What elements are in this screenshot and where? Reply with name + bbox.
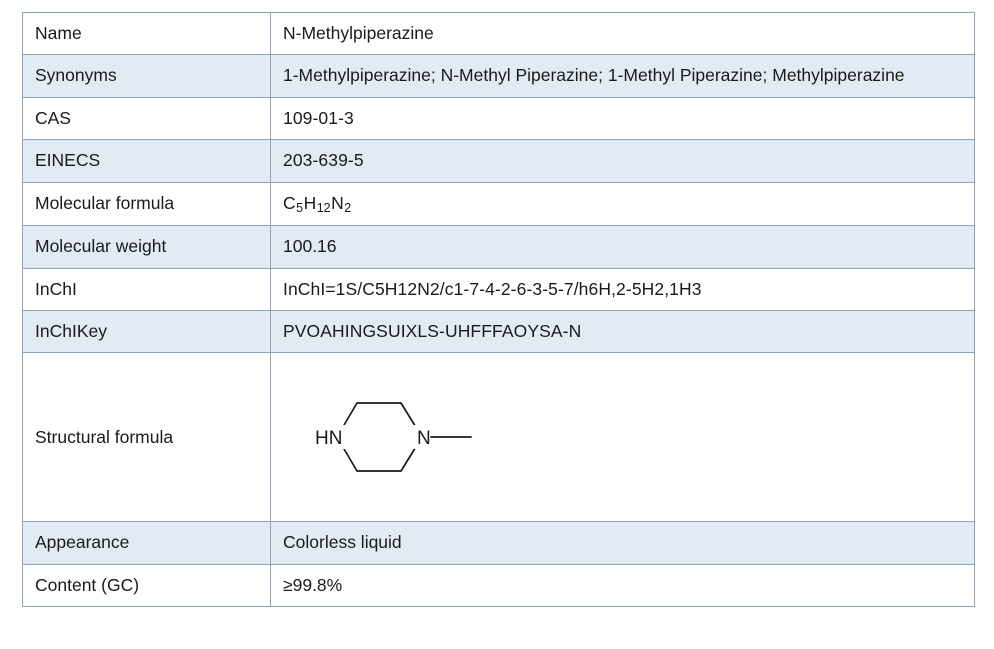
row-label: Content (GC)	[23, 564, 271, 606]
row-label: InChIKey	[23, 310, 271, 352]
table-row	[23, 182, 975, 226]
formula-subscript-n: 2	[344, 201, 352, 215]
ring-bonds	[337, 403, 422, 471]
formula-element-h: H	[303, 192, 317, 213]
row-value-inchi: InChI=1S/C5H12N2/c1-7-4-2-6-3-5-7/h6H,2-5H2,1H3	[271, 268, 975, 310]
properties-table	[22, 12, 975, 607]
row-label: CAS	[23, 97, 271, 139]
table-row	[23, 13, 975, 55]
table-row	[23, 140, 975, 182]
table-row-structure	[23, 353, 975, 522]
table-row	[23, 55, 975, 97]
row-label: EINECS	[23, 140, 271, 182]
table-row	[23, 564, 975, 606]
row-label: Molecular formula	[23, 182, 271, 226]
document-sheet	[0, 12, 994, 649]
row-value: 100.16	[271, 226, 975, 268]
formula-element-n: N	[331, 192, 344, 213]
row-label: Structural formula	[23, 353, 271, 522]
table-row	[23, 522, 975, 564]
row-label: Appearance	[23, 522, 271, 564]
row-value: ≥99.8%	[271, 564, 975, 606]
row-value-inchikey: PVOAHINGSUIXLS-UHFFFAOYSA-N	[271, 310, 975, 352]
table-row	[23, 268, 975, 310]
row-label: InChI	[23, 268, 271, 310]
row-value: Colorless liquid	[271, 522, 975, 564]
table-row	[23, 97, 975, 139]
formula-subscript-c: 5	[296, 201, 304, 215]
row-label: Name	[23, 13, 271, 55]
atom-label-hn: HN	[315, 428, 343, 450]
table-row	[23, 310, 975, 352]
row-label: Molecular weight	[23, 226, 271, 268]
row-value: 1-Methylpiperazine; N-Methyl Piperazine; 1-Methyl Piperazine; Methylpiperazine	[271, 55, 975, 97]
row-value-molecular-formula	[271, 182, 975, 226]
structure-wrapper	[271, 361, 974, 513]
structural-formula-cell	[271, 353, 975, 522]
row-value: N-Methylpiperazine	[271, 13, 975, 55]
formula-element-c: C	[283, 192, 296, 213]
row-value: 203-639-5	[271, 140, 975, 182]
table-row	[23, 226, 975, 268]
row-label: Synonyms	[23, 55, 271, 97]
formula-subscript-h: 12	[316, 201, 331, 215]
row-value: 109-01-3	[271, 97, 975, 139]
atom-label-n: N	[417, 428, 431, 450]
molecule-diagram-icon	[289, 367, 549, 507]
